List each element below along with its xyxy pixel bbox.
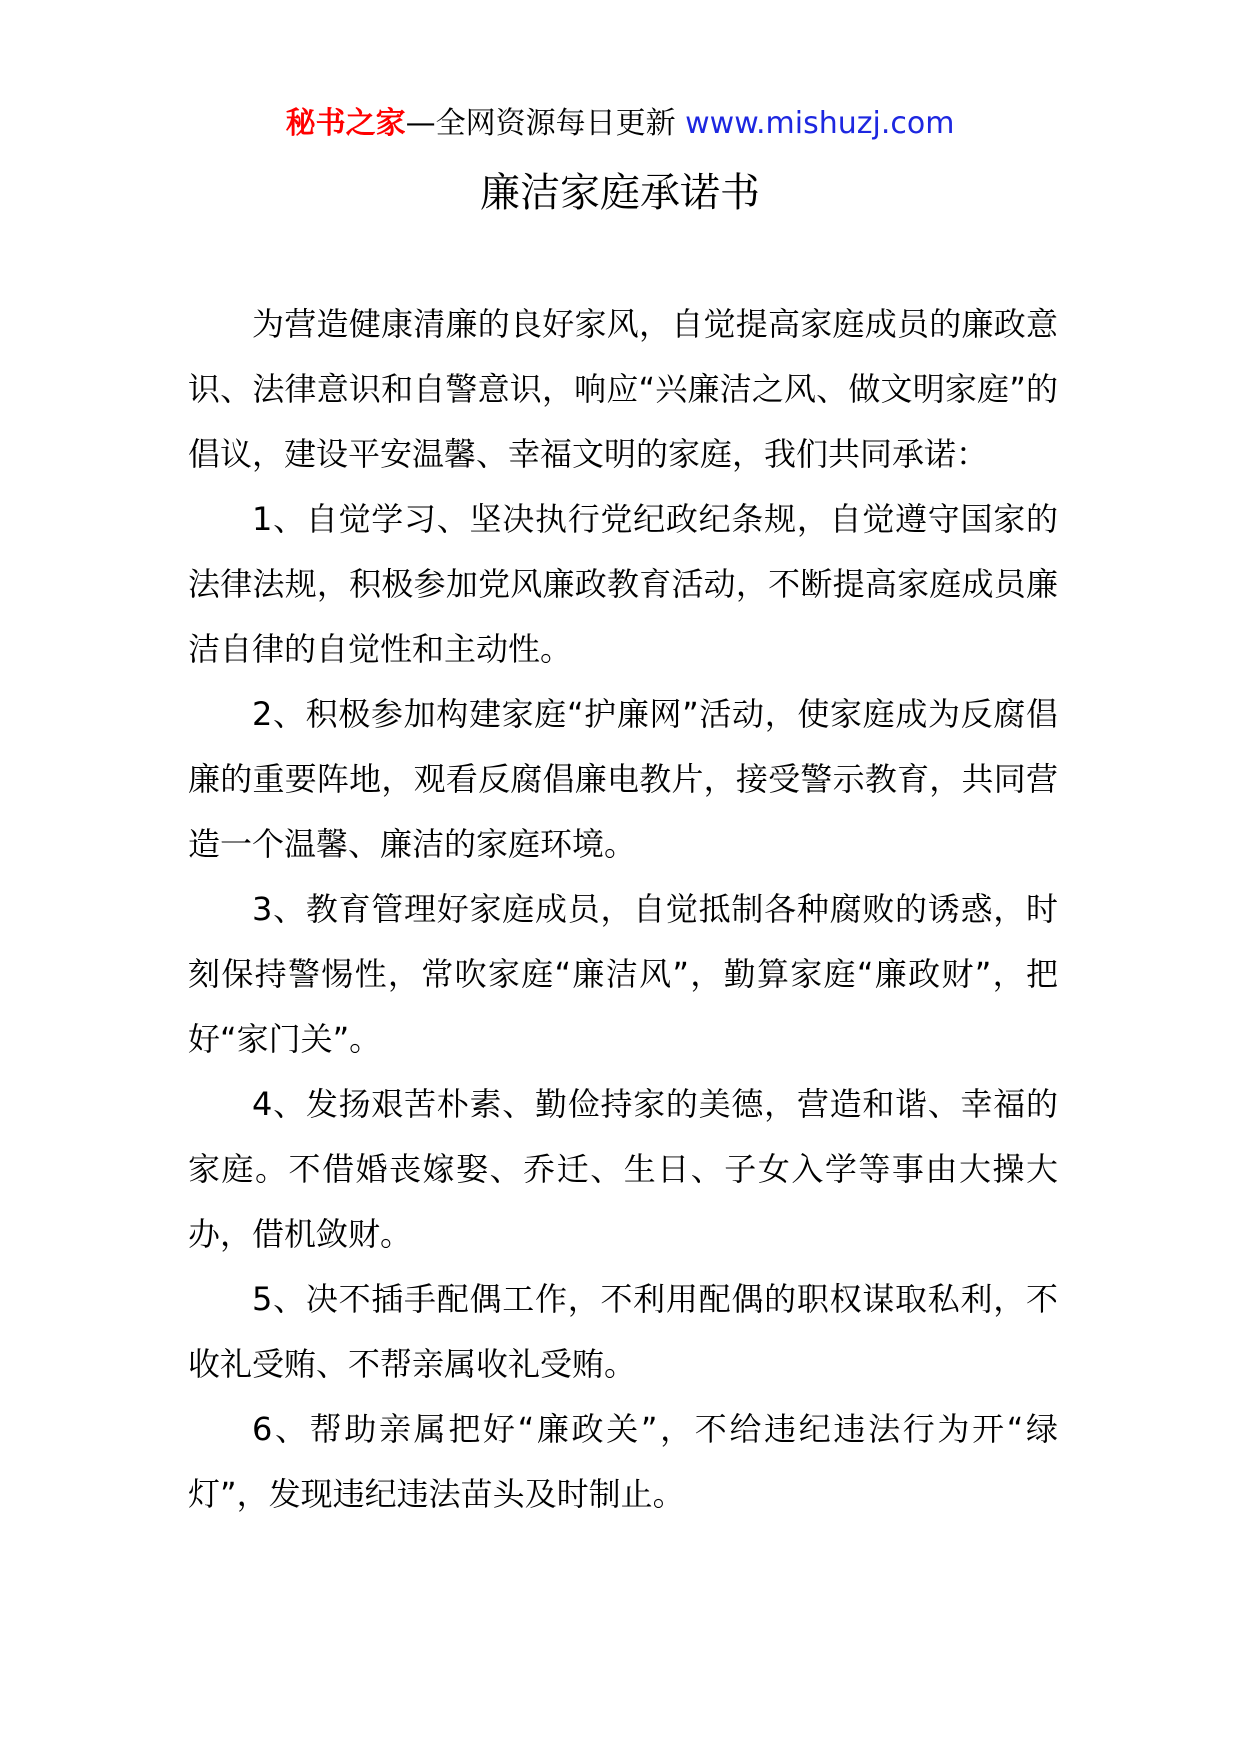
- site-header: [0, 100, 1240, 148]
- document-body: [188, 292, 1058, 1527]
- document-title: 廉洁家庭承诺书: [480, 170, 760, 216]
- site-url-link[interactable]: www.mishuzj.com: [685, 106, 955, 141]
- intro-paragraph: 为营造健康清廉的良好家风，自觉提高家庭成员的廉政意识、法律意识和自警意识，响应“兴廉洁之风、做文明家庭”的倡议，建设平安温馨、幸福文明的家庭，我们共同承诺：: [188, 305, 1058, 473]
- commitment-item-3: 3、教育管理好家庭成员，自觉抵制各种腐败的诱惑，时刻保持警惕性，常吹家庭“廉洁风”，勤算家庭“廉政财”，把好“家门关”。: [188, 890, 1058, 1058]
- commitment-item-2: 2、积极参加构建家庭“护廉网”活动，使家庭成为反腐倡廉的重要阵地，观看反腐倡廉电教片，接受警示教育，共同营造一个温馨、廉洁的家庭环境。: [188, 695, 1058, 863]
- commitment-item-1: 1、自觉学习、坚决执行党纪政纪条规，自觉遵守国家的法律法规，积极参加党风廉政教育活动，不断提高家庭成员廉洁自律的自觉性和主动性。: [188, 500, 1058, 668]
- commitment-item-6: 6、帮助亲属把好“廉政关”，不给违纪违法行为开“绿灯”，发现违纪违法苗头及时制止。: [188, 1410, 1058, 1513]
- brand-name: 秘书之家: [285, 106, 406, 141]
- commitment-item-5: 5、决不插手配偶工作，不利用配偶的职权谋取私利，不收礼受贿、不帮亲属收礼受贿。: [188, 1280, 1058, 1383]
- commitment-item-4: 4、发扬艰苦朴素、勤俭持家的美德，营造和谐、幸福的家庭。不借婚丧嫁娶、乔迁、生日、子女入学等事由大操大办，借机敛财。: [188, 1085, 1058, 1253]
- site-tagline: —全网资源每日更新: [405, 106, 686, 141]
